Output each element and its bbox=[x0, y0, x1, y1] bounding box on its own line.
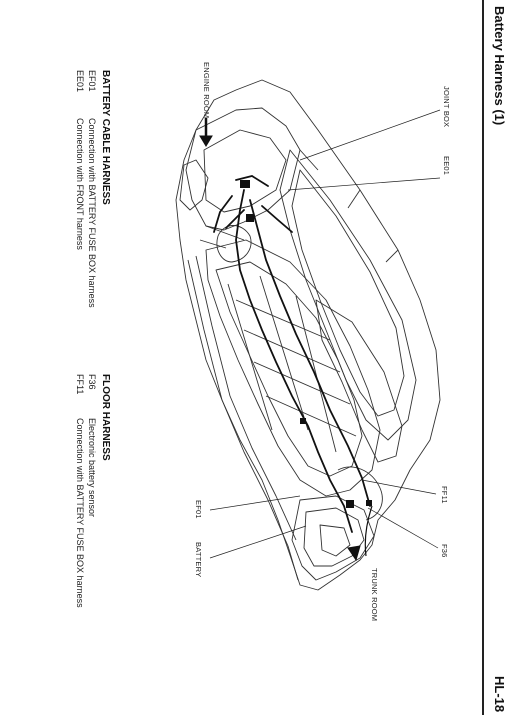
legend-battery-cable-heading: BATTERY CABLE HARNESS bbox=[100, 70, 111, 205]
leader-ef01 bbox=[210, 496, 300, 510]
legend-floor-heading: FLOOR HARNESS bbox=[100, 374, 111, 461]
legend-desc-ff11: Connection with BATTERY FUSE BOX harness bbox=[75, 418, 85, 608]
leader-battery bbox=[210, 526, 306, 558]
legend-desc-ee01: Connection with FRONT harness bbox=[75, 118, 85, 250]
body-outline bbox=[176, 80, 440, 590]
page-title: Battery Harness (1) bbox=[492, 6, 507, 126]
legend-desc-ef01: Connection with BATTERY FUSE BOX harness bbox=[87, 118, 97, 308]
legend-code-ef01: EF01 bbox=[87, 70, 97, 92]
door-opening bbox=[316, 300, 402, 462]
leader-f36 bbox=[368, 508, 438, 548]
legend-desc-f36: Electronic battery sensor bbox=[87, 418, 97, 518]
floor-harness-route bbox=[250, 200, 370, 506]
label-trunk-room: TRUNK ROOM bbox=[370, 568, 379, 622]
label-joint-box: JOINT BOX bbox=[442, 86, 451, 128]
engine-room-arrow bbox=[200, 118, 212, 146]
label-ef01: EF01 bbox=[194, 500, 203, 519]
legend-code-f36: F36 bbox=[87, 374, 97, 390]
side-sill bbox=[188, 260, 298, 580]
legend-code-ee01: EE01 bbox=[75, 70, 85, 93]
label-battery: BATTERY bbox=[194, 542, 203, 578]
label-ee01: EE01 bbox=[442, 156, 451, 176]
label-f36: F36 bbox=[440, 544, 449, 558]
label-ff11: FF11 bbox=[440, 486, 449, 504]
label-engine-room: ENGINE ROOM bbox=[202, 62, 211, 119]
trunk-room-arrow bbox=[348, 506, 372, 560]
page-number: HL-18 bbox=[492, 676, 507, 713]
legend-code-ff11: FF11 bbox=[75, 374, 85, 395]
